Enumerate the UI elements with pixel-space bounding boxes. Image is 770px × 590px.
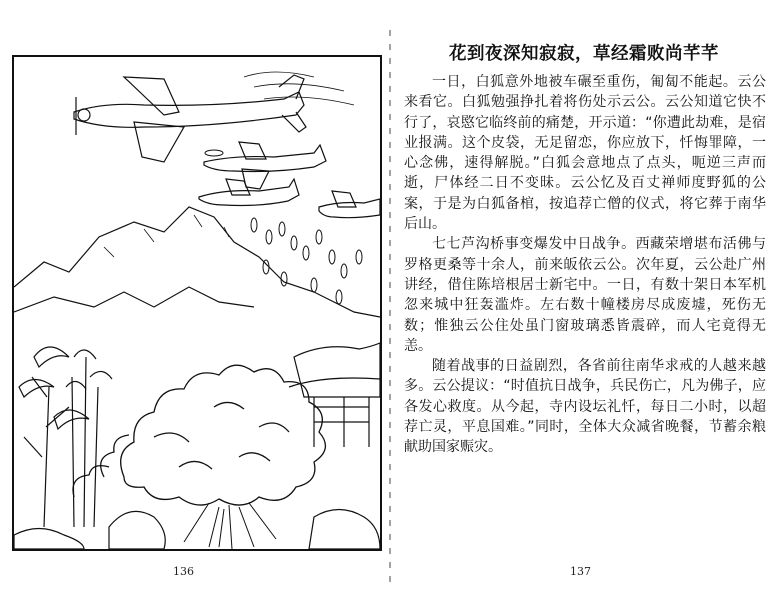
illustration-drawing — [14, 57, 380, 549]
body-text — [404, 72, 766, 458]
book-gutter — [389, 30, 391, 590]
paragraph: 一日，白狐意外地被车碾至重伤，匍匐不能起。云公来看它。白狐勉强挣扎着将伤处示云公。云公知道它快不行了，哀愍它临终前的痛楚，开示道：“你遭此劫难，是宿业报满。这个皮袋，无足留恋，你应放下，忏悔罪障，一心念佛，速得解脱。”白狐会意地点了点头，呃逆三声而逝，尸体经二日不变昧。云公忆及百丈禅师度野狐的公案，于是为白狐备棺，按追荐亡僧的仪式，将它葬于南华后山。 — [404, 74, 766, 233]
page-number: 136 — [173, 565, 194, 578]
right-page — [392, 0, 770, 589]
page-number: 137 — [570, 565, 591, 578]
paragraph: 七七芦沟桥事变爆发中日战争。西藏荣增堪布活佛与罗格更桑等十余人，前来皈依云公。次年夏，云公赴广州讲经，借住陈培根居士新宅中。一日，有数十架日本军机忽来城中狂轰滥炸。左右数十幢楼房尽成废墟，死伤无数；惟独云公住处虽门窗玻璃悉皆震碎，而人宅竟得无恙。 — [404, 236, 766, 354]
chapter-title: 花到夜深知寂寂，草经霜败尚芊芊 — [449, 44, 719, 64]
air-raid-illustration — [12, 55, 382, 551]
paragraph: 随着战事的日益剧烈，各省前往南华求戒的人越来越多。云公提议：“时值抗日战争，兵民伤亡，凡为佛子，应各发心救度。从今起，寺内设坛礼忏，每日二小时，以超荐亡灵，平息国难。”同时，全体大众减省晚餐，节蓄余粮献助国家赈灾。 — [404, 358, 766, 456]
